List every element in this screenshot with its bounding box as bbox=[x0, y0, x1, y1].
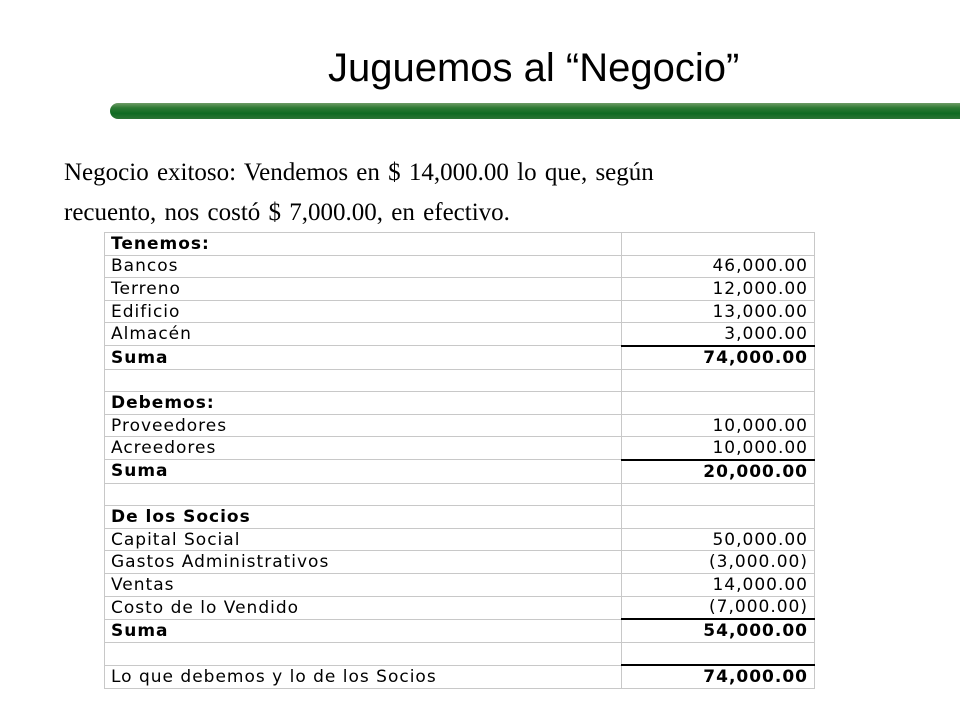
table-row bbox=[105, 414, 815, 437]
row-label: Suma bbox=[105, 460, 622, 483]
row-amount: 74,000.00 bbox=[622, 346, 815, 369]
balance-table bbox=[104, 232, 815, 689]
row-amount: 46,000.00 bbox=[622, 255, 815, 278]
row-amount: 50,000.00 bbox=[622, 528, 815, 551]
row-amount: 3,000.00 bbox=[622, 323, 815, 346]
row-amount bbox=[622, 392, 815, 415]
table-row-total bbox=[105, 619, 815, 642]
intro-line: recuento, nos costó $ 7,000.00, en efectivo. bbox=[64, 199, 510, 226]
table-row bbox=[105, 596, 815, 619]
row-amount: 54,000.00 bbox=[622, 619, 815, 642]
table-row-total bbox=[105, 346, 815, 369]
table-row-empty bbox=[105, 642, 815, 665]
row-label: Lo que debemos y lo de los Socios bbox=[105, 665, 622, 688]
table-row-empty bbox=[105, 483, 815, 506]
row-label bbox=[105, 642, 622, 665]
table-row bbox=[105, 300, 815, 323]
table-row bbox=[105, 528, 815, 551]
row-label bbox=[105, 483, 622, 506]
row-amount: 13,000.00 bbox=[622, 300, 815, 323]
table-row bbox=[105, 278, 815, 301]
table-row bbox=[105, 437, 815, 460]
row-label: Almacén bbox=[105, 323, 622, 346]
row-amount: 10,000.00 bbox=[622, 414, 815, 437]
row-label: Acreedores bbox=[105, 437, 622, 460]
table-row-total bbox=[105, 460, 815, 483]
row-label: Bancos bbox=[105, 255, 622, 278]
row-label: Debemos: bbox=[105, 392, 622, 415]
row-amount: (3,000.00) bbox=[622, 551, 815, 574]
row-label: Suma bbox=[105, 619, 622, 642]
row-amount bbox=[622, 642, 815, 665]
table-row bbox=[105, 551, 815, 574]
row-amount: 74,000.00 bbox=[622, 665, 815, 688]
row-label: Proveedores bbox=[105, 414, 622, 437]
row-amount bbox=[622, 483, 815, 506]
intro-paragraph bbox=[64, 153, 824, 233]
row-amount: (7,000.00) bbox=[622, 596, 815, 619]
row-amount bbox=[622, 233, 815, 256]
row-label: Capital Social bbox=[105, 528, 622, 551]
table-row-socios-header bbox=[105, 506, 815, 529]
table-row bbox=[105, 255, 815, 278]
row-label: Edificio bbox=[105, 300, 622, 323]
row-label: Suma bbox=[105, 346, 622, 369]
row-label: Tenemos: bbox=[105, 233, 622, 256]
row-label bbox=[105, 369, 622, 392]
slide-title: Juguemos al “Negocio” bbox=[328, 46, 740, 90]
table-row bbox=[105, 573, 815, 596]
title-divider bbox=[110, 103, 960, 119]
row-amount: 10,000.00 bbox=[622, 437, 815, 460]
row-label: Costo de lo Vendido bbox=[105, 596, 622, 619]
row-amount: 12,000.00 bbox=[622, 278, 815, 301]
row-amount bbox=[622, 506, 815, 529]
row-label: Ventas bbox=[105, 573, 622, 596]
table-row-grand-total bbox=[105, 665, 815, 688]
row-label: Gastos Administrativos bbox=[105, 551, 622, 574]
table-row bbox=[105, 323, 815, 346]
row-label: Terreno bbox=[105, 278, 622, 301]
row-label: De los Socios bbox=[105, 506, 622, 529]
row-amount: 14,000.00 bbox=[622, 573, 815, 596]
table-row-empty bbox=[105, 369, 815, 392]
table-row-tenemos-header bbox=[105, 233, 815, 256]
row-amount bbox=[622, 369, 815, 392]
table-row-debemos-header bbox=[105, 392, 815, 415]
row-amount: 20,000.00 bbox=[622, 460, 815, 483]
intro-line: Negocio exitoso: Vendemos en $ 14,000.00 lo que, según bbox=[64, 159, 654, 186]
